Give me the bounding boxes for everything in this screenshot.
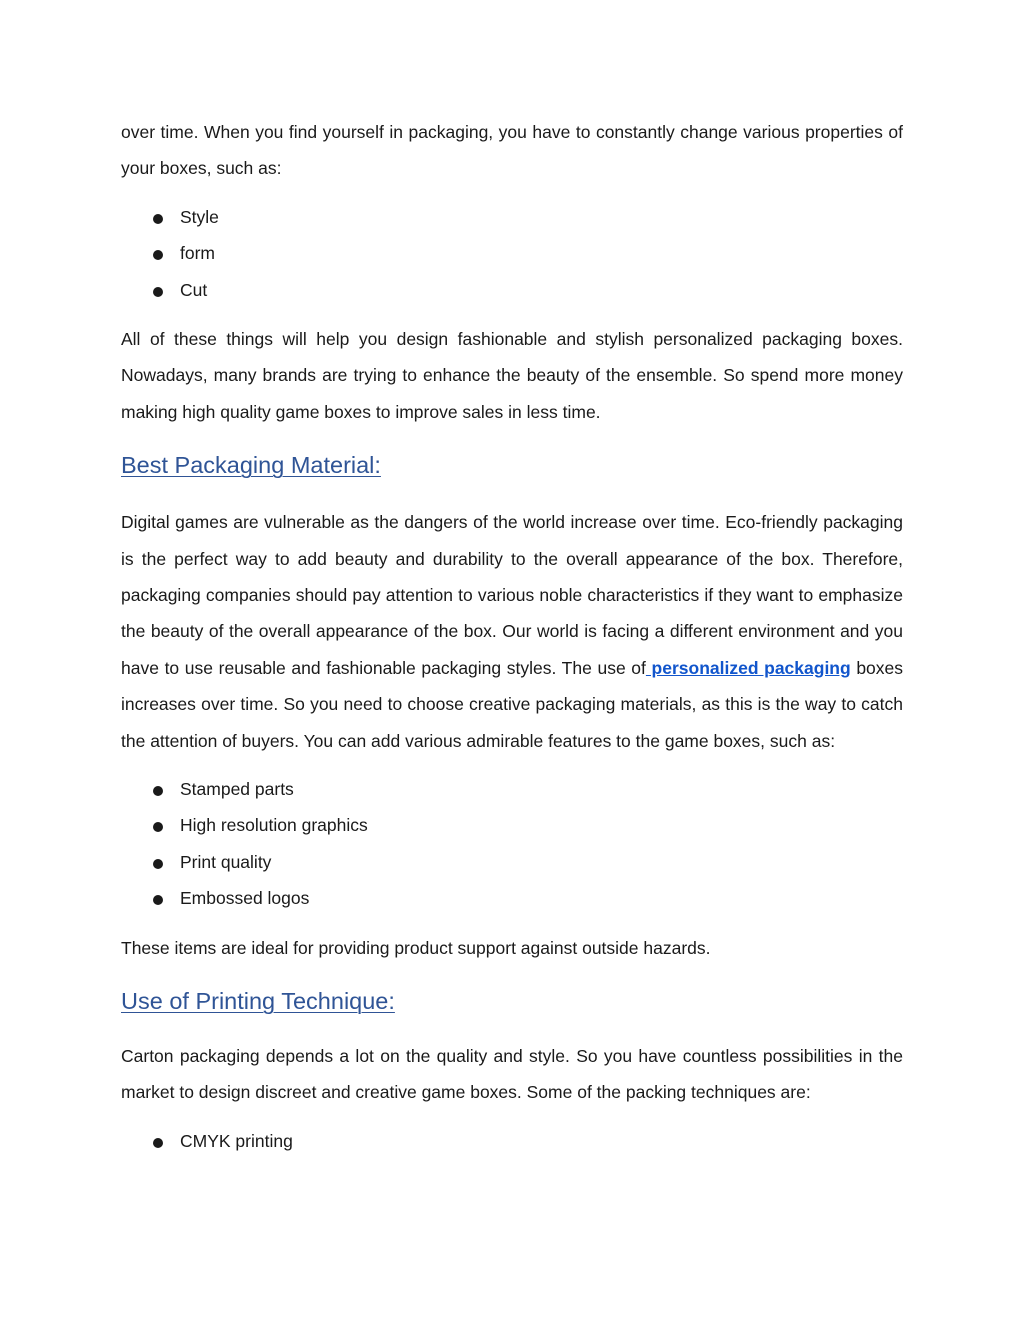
bullet-icon <box>153 250 163 260</box>
paragraph-text: boxes increases over time. So you need to choose creative packaging materials, as this is the way to catch the attention of buyers. You can add various admirable features to the game boxes, such as: <box>121 657 904 751</box>
document-page <box>121 114 903 1172</box>
material-paragraph <box>121 504 903 759</box>
intro-paragraph: over time. When you find yourself in packaging, you have to constantly change various properties of your boxes, such as: <box>121 122 903 179</box>
features-list <box>121 771 903 917</box>
paragraph-text: Digital games are vulnerable as the dangers of the world increase over time. Eco-friendly packaging is the perfect way to add beauty and durability to the overall appearance of the box. Therefore, packaging companies should pay attention to various noble characteristics if they want to emphasize the beauty of the overall appearance of the box. Our world is facing a different environment and you have to use reusable and fashionable packaging styles. The use of <box>121 512 903 678</box>
properties-list <box>121 199 903 308</box>
bullet-icon <box>153 895 163 905</box>
list-item-label: Cut <box>180 279 208 300</box>
list-item <box>121 771 903 807</box>
list-item-label: Embossed logos <box>180 888 310 909</box>
list-item-label: form <box>180 243 215 264</box>
list-item <box>121 272 903 308</box>
section-heading-printing-technique: Use of Printing Technique: <box>121 988 395 1015</box>
design-paragraph: All of these things will help you design fashionable and stylish personalized packaging boxes. Nowadays, many brands are trying to enhance the beauty of the ensemble. So spend more money making high quality game boxes to improve sales in less time. <box>121 328 903 422</box>
bullet-icon <box>153 859 163 869</box>
closing-sentence: These items are ideal for providing product support against outside hazards. <box>121 937 711 958</box>
list-item-label: CMYK printing <box>180 1130 293 1151</box>
printing-paragraph: Carton packaging depends a lot on the quality and style. So you have countless possibilities in the market to design discreet and creative game boxes. Some of the packing techniques are: <box>121 1046 903 1103</box>
section-heading-wrapper <box>121 430 903 504</box>
bullet-icon <box>153 822 163 832</box>
list-item-label: Style <box>180 206 219 227</box>
list-item <box>121 199 903 235</box>
section-heading-wrapper <box>121 966 903 1038</box>
section-heading-best-packaging-material: Best Packaging Material: <box>121 452 381 479</box>
techniques-list <box>121 1123 903 1159</box>
list-item-label: Stamped parts <box>180 779 294 800</box>
list-item-label: High resolution graphics <box>180 815 368 836</box>
bullet-icon <box>153 786 163 796</box>
list-item <box>121 1123 903 1159</box>
list-item <box>121 844 903 880</box>
personalized-packaging-link[interactable]: personalized packaging <box>645 657 851 678</box>
list-item <box>121 235 903 271</box>
bullet-icon <box>153 1138 163 1148</box>
bullet-icon <box>153 287 163 297</box>
list-item <box>121 880 903 916</box>
list-item-label: Print quality <box>180 851 272 872</box>
list-item <box>121 807 903 843</box>
bullet-icon <box>153 214 163 224</box>
